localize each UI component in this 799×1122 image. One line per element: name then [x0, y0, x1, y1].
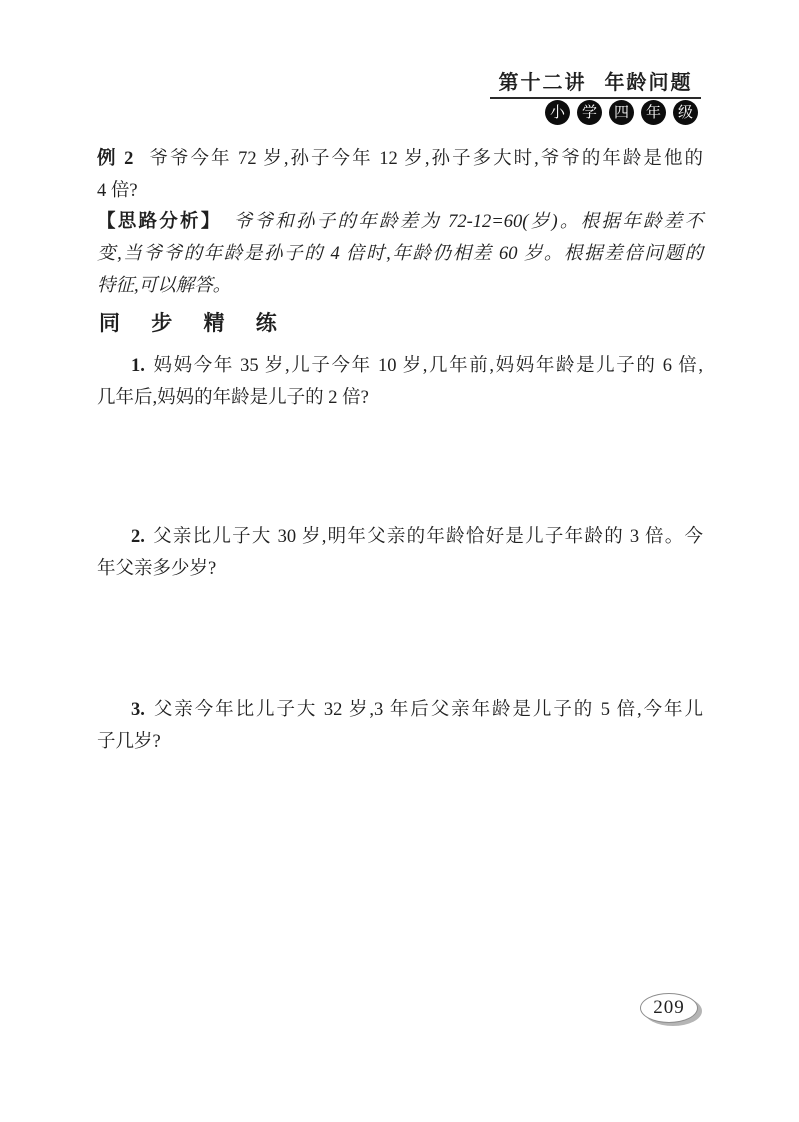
analysis-label: 【思路分析】	[97, 212, 222, 232]
chapter-lesson-number: 第十二讲	[498, 72, 587, 94]
grade-badge-char: 级	[673, 100, 698, 125]
analysis-section	[97, 206, 703, 302]
problem-1	[97, 350, 703, 414]
problem-number: 3.	[131, 700, 145, 720]
analysis-line: 变,当爷爷的年龄是孙子的 4 倍时,年龄仍相差 60 岁。根据差倍问题的	[97, 244, 703, 264]
problem-3	[97, 694, 703, 758]
grade-badge	[545, 100, 698, 125]
analysis-line	[97, 206, 703, 238]
problem-line	[97, 694, 703, 726]
grade-badge-char: 小	[545, 100, 570, 125]
example-text: 爷爷今年 72 岁,孙子今年 12 岁,孙子多大时,爷爷的年龄是他的	[147, 149, 703, 169]
problem-2	[97, 521, 703, 585]
problem-line	[97, 521, 703, 553]
problem-line: 子几岁?	[97, 732, 161, 752]
example-label: 例 2	[97, 149, 134, 169]
example-line	[97, 143, 703, 175]
analysis-text: 爷爷和孙子的年龄差为 72-12=60(岁)。根据年龄差不	[233, 212, 703, 232]
problem-text: 妈妈今年 35 岁,儿子今年 10 岁,几年前,妈妈年龄是儿子的 6 倍,	[151, 356, 703, 376]
problem-number: 2.	[131, 527, 145, 547]
problem-line: 年父亲多少岁?	[97, 559, 217, 579]
grade-badge-char: 学	[577, 100, 602, 125]
example-section	[97, 143, 703, 207]
page-number-badge	[640, 993, 698, 1023]
page-number: 209	[653, 997, 685, 1018]
problem-text: 父亲比儿子大 30 岁,明年父亲的年龄恰好是儿子年龄的 3 倍。今	[151, 527, 703, 547]
grade-badge-char: 四	[609, 100, 634, 125]
problem-number: 1.	[131, 356, 145, 376]
chapter-topic: 年龄问题	[604, 72, 693, 94]
analysis-line: 特征,可以解答。	[97, 276, 232, 296]
practice-section-heading: 同 步 精 练	[99, 311, 290, 335]
example-line: 4 倍?	[97, 181, 138, 201]
problem-text: 父亲今年比儿子大 32 岁,3 年后父亲年龄是儿子的 5 倍,今年儿	[151, 700, 703, 720]
grade-badge-char: 年	[641, 100, 666, 125]
problem-line: 几年后,妈妈的年龄是儿子的 2 倍?	[97, 388, 369, 408]
problem-line	[97, 350, 703, 382]
chapter-header	[490, 70, 701, 99]
